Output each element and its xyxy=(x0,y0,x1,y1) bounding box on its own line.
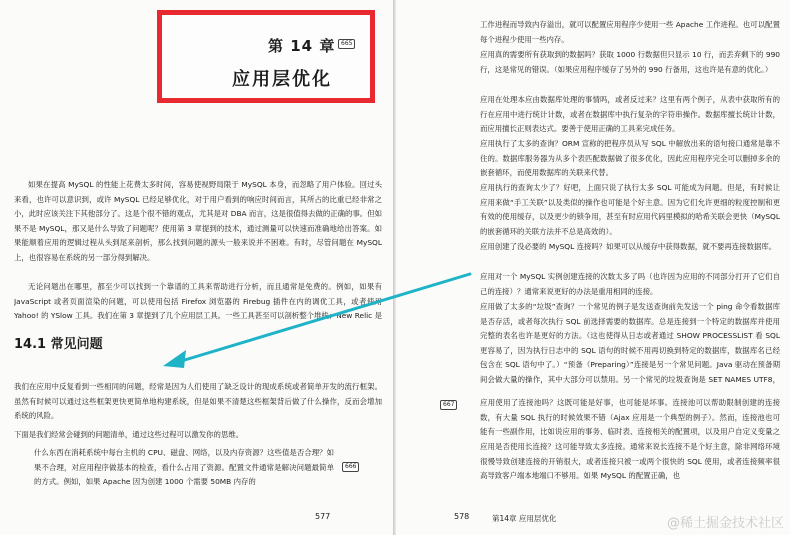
chapter-number: 第 14 章 xyxy=(268,37,336,55)
section-title: 14.1 常见问题 xyxy=(14,337,103,352)
bullet-text: 应用执行的查询太少了？好吧，上面只说了执行太多 SQL 可能成为问题。但是，有时候让应用来做“手工关联”以及类似的操作也可能是个好主意。因为它们允许更细的粒度控制和更有效的使用缓存，以及更少的锁争用，甚至有时应用代码里模拟的哈希关联会更快（MySQL 的嵌套循环的关联方法并不总是高效的）。 xyxy=(480,183,780,236)
list-item xyxy=(480,270,780,300)
bullet-text: 应用对一个 MySQL 实例创建连接的次数太多了吗（也许因为应用的不同部分打开了它们自己的连接）？通常来说更好的办法是重用相同的连接。 xyxy=(480,272,780,296)
bullet-text: 什么东西在消耗系统中每台主机的 CPU、磁盘、网络，以及内存资源？这些值是否合理？如果不合理，对应用程序做基本的检查，看什么占用了资源。配置文件通常是解决问题最简单的方式。例如，如果 Apache 因为创建 1000 个需要 50MB 内存的 xyxy=(34,448,334,487)
intro-paragraph-1: 如果在提高 MySQL 的性能上花费太多时间，容易使视野局限于 MySQL 本身，而忽略了用户体验。回过头来看，也许可以意识到，或许 MySQL 已经足够优化，对于用户看到的响应时间而言，其所占的比重已经非常之小，此时应该关注下其他部分了。这是个很不错的观点，尤其是对 DBA 而言，这是很值得去做的正确的事。但如果不是 MySQL，那又是什么导致了问题呢？使用第 3 章提到的技术，通过测量可以快速而准确地给出答案。如果能顺着应用的逻辑过程从头到尾来剖析，那么找到问题的源头一般来说并不困难。有时，尽管问题在 MySQL 上，也很容易在系统的另一部分得到解决。 xyxy=(14,180,382,262)
chapter-title-highlight-box xyxy=(157,10,375,103)
list-item xyxy=(480,137,780,181)
page-number: 577 xyxy=(315,512,331,521)
list-item xyxy=(480,440,780,484)
list-item xyxy=(480,48,780,92)
bullet-text: 应用执行了太多的查询？ORM 宣称的把程序员从写 SQL 中解放出来的语句接口通常是靠不住的。数据库服务器为从多个表匹配数据做了很多优化，因此应用程序完全可以删掉多余的嵌套循环，而使用数据库的关联来代替。 xyxy=(480,139,780,178)
section-paragraph-1: 我们在应用中反复看到一些相同的问题，经常是因为人们使用了缺乏设计的现成系统或者简单开发的流行框架。虽然有时候可以通过这些框架更快更简单地构建系统，但是如果不清楚这些框架背后做了什么操作，反而会增加系统的风险。 xyxy=(14,382,382,421)
left-page xyxy=(0,0,393,535)
right-page xyxy=(396,0,790,535)
list-item xyxy=(480,300,780,388)
watermark: @稀土掘金技术社区 xyxy=(666,516,784,531)
running-footer: 第14章 应用层优化 xyxy=(492,514,557,523)
list-item xyxy=(480,396,780,440)
margin-page-ref: 666 xyxy=(342,462,359,472)
chapter-title: 应用层优化 xyxy=(232,69,332,90)
chapter-page-ref: 665 xyxy=(338,39,355,49)
bullet-text: 应用使用了连接池吗？这既可能是好事，也可能是坏事。连接池可以帮助限制创建的连接数，有大量 SQL 执行的时候效果不错（Ajax 应用是一个典型的例子）。然而，连接池也可能有一些副作用，比如说应用的事务、临时表、连接相关的配置项，以及用户自定义变量之 xyxy=(480,398,780,437)
page-number: 578 xyxy=(454,512,470,521)
bullet-text: 应用创建了没必要的 MySQL 连接吗？如果可以从缓存中获得数据，就不要再连接数据库。 xyxy=(480,242,777,251)
intro-paragraph-2: 无论问题出在哪里，都至少可以找到一个靠谱的工具来帮助进行分析，而且通常是免费的。例如，如果有 JavaScript 或者页面渲染的问题，可以使用包括 Firefox 浏览器的 Firebug 插件在内的调优工具，或者使用 Yahoo! 的 YSlow 工具。我们在第 3 章提到了几个应用层工具。一些工具甚至可以剖析整个堆栈；New Relic 是 xyxy=(14,282,382,321)
bullet-text: 应用真的需要所有获取到的数据吗？获取 1000 行数据但只显示 10 行，而丢弃剩下的 990 行，这是常见的错误。（如果应用程序缓存了另外的 990 行备用，这也许是有意的优化。） xyxy=(480,50,780,74)
margin-page-ref: 667 xyxy=(440,400,457,410)
bullet-text: 应用在处理本应由数据库处理的事情吗，或者反过来？这里有两个例子，从表中获取所有的行在应用中进行统计计数，或者在数据库中执行复杂的字符串操作。数据库擅长统计计数，而应用擅长正则表达式。要善于使用正确的工具来完成任务。 xyxy=(480,95,780,134)
list-item xyxy=(480,181,780,240)
continued-text: 工作进程而导致内存溢出，就可以配置应用程序少使用一些 Apache 工作进程。也可以配置每个进程少使用一些内存。 xyxy=(480,20,780,44)
bullet-text: 应用是否使用长连接？这可能导致太多连接。通常来说长连接不是个好主意，除非网络环境很慢导致创建连接的开销很大，或者连接只被一或两个很快的 SQL 使用，或者连接频率很高导致客户端本地端口不够用。如果 MySQL 的配置正确，也 xyxy=(480,442,780,481)
section-paragraph-2: 下面是我们经常会碰到的问题清单，通过这些过程可以激发你的思维。 xyxy=(14,430,244,439)
list-item xyxy=(34,446,334,490)
list-item xyxy=(480,93,780,137)
bullet-text: 应用做了太多的“垃圾”查询？一个常见的例子是发送查询前先发送一个 ping 命令看数据库是否存活，或者每次执行 SQL 前选择需要的数据库。总是连接到一个特定的数据库并使用完整的表名也许是更好的方法。（这也使得从日志或者通过 SHOW PROCESSLIST 看 SQL 更容易了，因为执行日志中的 SQL 语句的时候不用再切换到特定的数据库，数据库名已经包含在 SQL 语句中了。）“预备（Preparing）”连接是另一个常见问题。Java 驱动在预备期间会做大量的操作，其中大部分可以禁用。另一个常见的垃圾查询是 SET NAMES UTF8， xyxy=(480,302,780,384)
list-item xyxy=(480,240,780,270)
